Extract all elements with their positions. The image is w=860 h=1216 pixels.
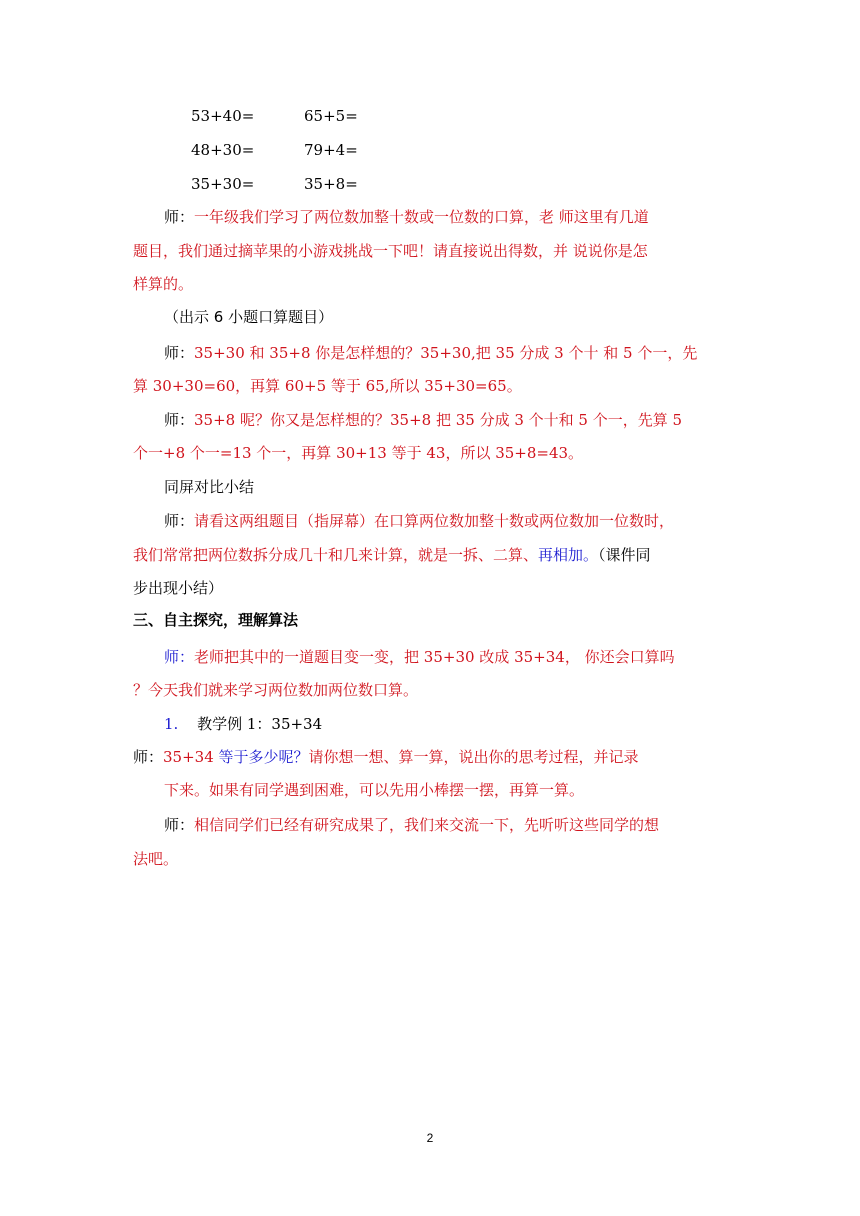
- equation: 53+40=: [191, 107, 255, 125]
- speaker-label: 师：: [164, 344, 195, 362]
- paragraph-text: 35+8 呢？你又是怎样想的？35+8 把 35 分成 3 个十和 5 个一，先算 5: [194, 411, 683, 429]
- paragraph-line: 个一+8 个一=13 个一，再算 30+13 等于 43，所以 35+8=43。: [133, 444, 584, 462]
- paragraph-line: [133, 545, 651, 565]
- page-number: 2: [426, 1131, 434, 1145]
- speaker-label: 师：: [133, 748, 164, 766]
- paragraph-text: 35+30 和 35+8 你是怎样想的？35+30,把 35 分成 3 个十 和 5 个一，先: [194, 344, 698, 362]
- speaker-label: 师：: [164, 512, 195, 530]
- paragraph-text: 请你想一想、算一算，说出你的思考过程，并记录: [308, 748, 639, 766]
- note-text: （出示 6 小题口算题目）: [164, 308, 334, 326]
- paragraph-text: 相信同学们已经有研究成果了，我们来交流一下，先听听这些同学的想: [194, 816, 660, 834]
- list-item: [164, 714, 322, 734]
- paragraph-text: 老师把其中的一道题目变一变，: [194, 648, 405, 666]
- list-item-text: 教学例 1：35+34: [197, 715, 323, 733]
- paragraph-line: [164, 343, 697, 363]
- paragraph-line: 样算的。: [133, 275, 194, 293]
- equation: 35+30=: [191, 175, 255, 193]
- paragraph-text: （课件同: [598, 546, 651, 564]
- note-text: 同屏对比小结: [164, 478, 255, 496]
- paragraph-line: 法吧。: [133, 850, 179, 868]
- speaker-label: 师：: [164, 411, 195, 429]
- paragraph-line: [164, 815, 659, 835]
- equation: 48+30=: [191, 141, 255, 159]
- speaker-label: 师：: [164, 648, 195, 666]
- paragraph-line: ？今天我们就来学习两位数加两位数口算。: [133, 681, 419, 699]
- list-number: 1.: [164, 715, 179, 733]
- equation: 65+5=: [304, 107, 358, 125]
- section-heading: 三、自主探究，理解算法: [133, 611, 299, 629]
- paragraph-text: 35+34: [163, 748, 219, 766]
- paragraph-line: [164, 410, 682, 430]
- paragraph-line: [164, 511, 674, 531]
- paragraph-line: [164, 647, 675, 667]
- paragraph-text: 我们常常把两位数拆分成几十和几来计算，就是一拆、二算、: [133, 546, 539, 564]
- paragraph-line: [133, 747, 639, 767]
- paragraph-text: 把 35+30 改成 35+34， 你还会口算吗: [404, 648, 675, 666]
- paragraph-text: 一年级我们学习了两位数加整十数或一位数的口算，老 师这里有几道: [194, 208, 649, 226]
- speaker-label: 师：: [164, 208, 195, 226]
- paragraph-line: 算 30+30=60，再算 60+5 等于 65,所以 35+30=65。: [133, 377, 522, 395]
- paragraph-line: 题目，我们通过摘苹果的小游戏挑战一下吧！请直接说出得数，并 说说你是怎: [133, 242, 648, 260]
- equation: 35+8=: [304, 175, 358, 193]
- paragraph-line: 步出现小结）: [133, 579, 224, 597]
- paragraph-text: 请看这两组题目（指屏幕）在口算两位数加整十数或两位数加一位数时，: [194, 512, 675, 530]
- paragraph-line: [164, 207, 649, 227]
- paragraph-text: 再相加。: [538, 546, 599, 564]
- paragraph-text: 等于多少呢？: [218, 748, 309, 766]
- paragraph-line: 下来。如果有同学遇到困难，可以先用小棒摆一摆，再算一算。: [164, 781, 585, 799]
- equation: 79+4=: [304, 141, 358, 159]
- speaker-label: 师：: [164, 816, 195, 834]
